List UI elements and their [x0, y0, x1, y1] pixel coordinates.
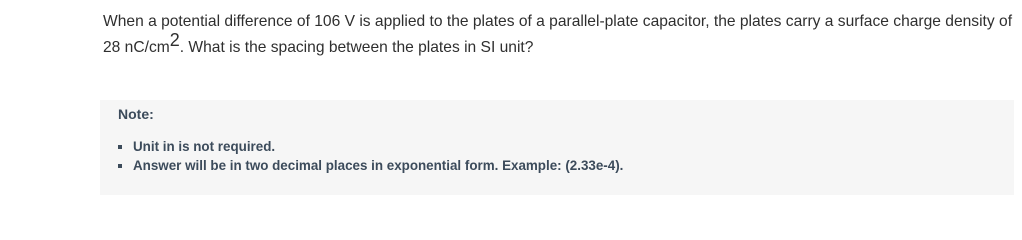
square-bullet-icon	[118, 145, 122, 149]
unit-exponent: 2	[169, 30, 180, 50]
square-bullet-icon	[118, 164, 122, 168]
note-item-text: Unit in is not required.	[133, 139, 276, 154]
question-text-main: When a potential difference of 106 V is applied to the plates of a parallel-plate capacitor, the plates carry a surface charge density of 28 nC/cm	[103, 13, 1013, 56]
question-text	[103, 9, 1015, 61]
note-list	[118, 137, 623, 175]
note-item	[118, 137, 623, 156]
note-item-text: Answer will be in two decimal places in exponential form. Example: (2.33e-4).	[133, 158, 624, 173]
question-text-end: . What is the spacing between the plates in SI unit?	[179, 39, 534, 56]
note-item	[118, 156, 623, 175]
note-label: Note:	[118, 106, 154, 122]
